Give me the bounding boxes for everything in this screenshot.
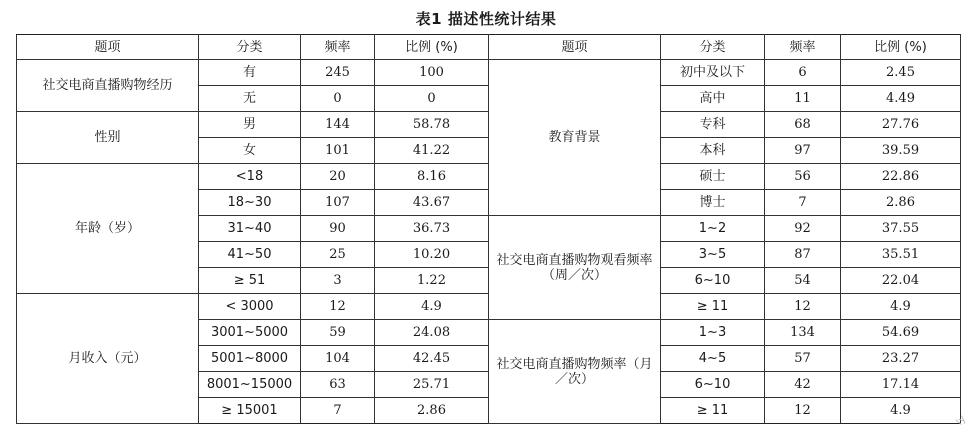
- percent-cell: 42.45: [375, 346, 489, 372]
- frequency-cell: 134: [765, 320, 841, 346]
- category-cell: <18: [199, 164, 301, 190]
- category-cell: 有: [199, 60, 301, 86]
- category-cell: 31~40: [199, 216, 301, 242]
- header-percent-left: 比例 (%): [375, 35, 489, 60]
- percent-cell: 1.22: [375, 268, 489, 294]
- category-cell: 本科: [661, 138, 765, 164]
- percent-cell: 39.59: [841, 138, 961, 164]
- category-cell: 3001~5000: [199, 320, 301, 346]
- percent-cell: 100: [375, 60, 489, 86]
- frequency-cell: 92: [765, 216, 841, 242]
- watermark: ly: [954, 413, 969, 428]
- frequency-cell: 6: [765, 60, 841, 86]
- header-category-right: 分类: [661, 35, 765, 60]
- header-item-left: 题项: [17, 35, 199, 60]
- percent-cell: 17.14: [841, 372, 961, 398]
- table-row: [17, 60, 961, 86]
- header-category-left: 分类: [199, 35, 301, 60]
- category-cell: ≥ 15001: [199, 398, 301, 424]
- percent-cell: 8.16: [375, 164, 489, 190]
- percent-cell: 24.08: [375, 320, 489, 346]
- frequency-cell: 144: [301, 112, 375, 138]
- category-cell: ≥ 51: [199, 268, 301, 294]
- frequency-cell: 7: [765, 190, 841, 216]
- category-cell: 初中及以下: [661, 60, 765, 86]
- frequency-cell: 104: [301, 346, 375, 372]
- frequency-cell: 87: [765, 242, 841, 268]
- frequency-cell: 57: [765, 346, 841, 372]
- category-cell: 5001~8000: [199, 346, 301, 372]
- percent-cell: 22.86: [841, 164, 961, 190]
- frequency-cell: 25: [301, 242, 375, 268]
- percent-cell: 37.55: [841, 216, 961, 242]
- percent-cell: 36.73: [375, 216, 489, 242]
- percent-cell: 23.27: [841, 346, 961, 372]
- frequency-cell: 12: [765, 398, 841, 424]
- percent-cell: 4.9: [841, 398, 961, 424]
- category-cell: 41~50: [199, 242, 301, 268]
- group-label-left: 年龄（岁）: [17, 164, 199, 294]
- percent-cell: 54.69: [841, 320, 961, 346]
- frequency-cell: 101: [301, 138, 375, 164]
- percent-cell: 58.78: [375, 112, 489, 138]
- group-label-right: 社交电商直播购物频率（月／次）: [489, 320, 661, 424]
- frequency-cell: 3: [301, 268, 375, 294]
- category-cell: 1~2: [661, 216, 765, 242]
- frequency-cell: 59: [301, 320, 375, 346]
- descriptive-statistics-table: [16, 34, 961, 424]
- header-item-right: 题项: [489, 35, 661, 60]
- percent-cell: 41.22: [375, 138, 489, 164]
- frequency-cell: 20: [301, 164, 375, 190]
- category-cell: 无: [199, 86, 301, 112]
- header-row: [17, 35, 961, 60]
- percent-cell: 35.51: [841, 242, 961, 268]
- frequency-cell: 90: [301, 216, 375, 242]
- category-cell: 4~5: [661, 346, 765, 372]
- category-cell: 专科: [661, 112, 765, 138]
- percent-cell: 27.76: [841, 112, 961, 138]
- percent-cell: 10.20: [375, 242, 489, 268]
- percent-cell: 43.67: [375, 190, 489, 216]
- category-cell: 18~30: [199, 190, 301, 216]
- frequency-cell: 68: [765, 112, 841, 138]
- percent-cell: 4.9: [841, 294, 961, 320]
- frequency-cell: 245: [301, 60, 375, 86]
- percent-cell: 2.45: [841, 60, 961, 86]
- category-cell: 博士: [661, 190, 765, 216]
- frequency-cell: 7: [301, 398, 375, 424]
- category-cell: < 3000: [199, 294, 301, 320]
- table-caption: 表1 描述性统计结果: [415, 10, 557, 28]
- category-cell: 6~10: [661, 268, 765, 294]
- percent-cell: 2.86: [841, 190, 961, 216]
- category-cell: 1~3: [661, 320, 765, 346]
- frequency-cell: 63: [301, 372, 375, 398]
- percent-cell: 4.49: [841, 86, 961, 112]
- percent-cell: 25.71: [375, 372, 489, 398]
- group-label-left: 月收入（元）: [17, 294, 199, 424]
- category-cell: 6~10: [661, 372, 765, 398]
- frequency-cell: 54: [765, 268, 841, 294]
- header-frequency-right: 频率: [765, 35, 841, 60]
- frequency-cell: 107: [301, 190, 375, 216]
- category-cell: 高中: [661, 86, 765, 112]
- percent-cell: 22.04: [841, 268, 961, 294]
- group-label-left: 性别: [17, 112, 199, 164]
- group-label-left: 社交电商直播购物经历: [17, 60, 199, 112]
- header-percent-right: 比例 (%): [841, 35, 961, 60]
- percent-cell: 2.86: [375, 398, 489, 424]
- category-cell: 硕士: [661, 164, 765, 190]
- category-cell: 3~5: [661, 242, 765, 268]
- percent-cell: 4.9: [375, 294, 489, 320]
- percent-cell: 0: [375, 86, 489, 112]
- frequency-cell: 11: [765, 86, 841, 112]
- frequency-cell: 0: [301, 86, 375, 112]
- group-label-right: 教育背景: [489, 60, 661, 216]
- category-cell: ≥ 11: [661, 398, 765, 424]
- frequency-cell: 56: [765, 164, 841, 190]
- group-label-right: 社交电商直播购物观看频率（周／次）: [489, 216, 661, 320]
- category-cell: 男: [199, 112, 301, 138]
- category-cell: ≥ 11: [661, 294, 765, 320]
- category-cell: 8001~15000: [199, 372, 301, 398]
- frequency-cell: 12: [301, 294, 375, 320]
- header-frequency-left: 频率: [301, 35, 375, 60]
- category-cell: 女: [199, 138, 301, 164]
- frequency-cell: 97: [765, 138, 841, 164]
- frequency-cell: 42: [765, 372, 841, 398]
- frequency-cell: 12: [765, 294, 841, 320]
